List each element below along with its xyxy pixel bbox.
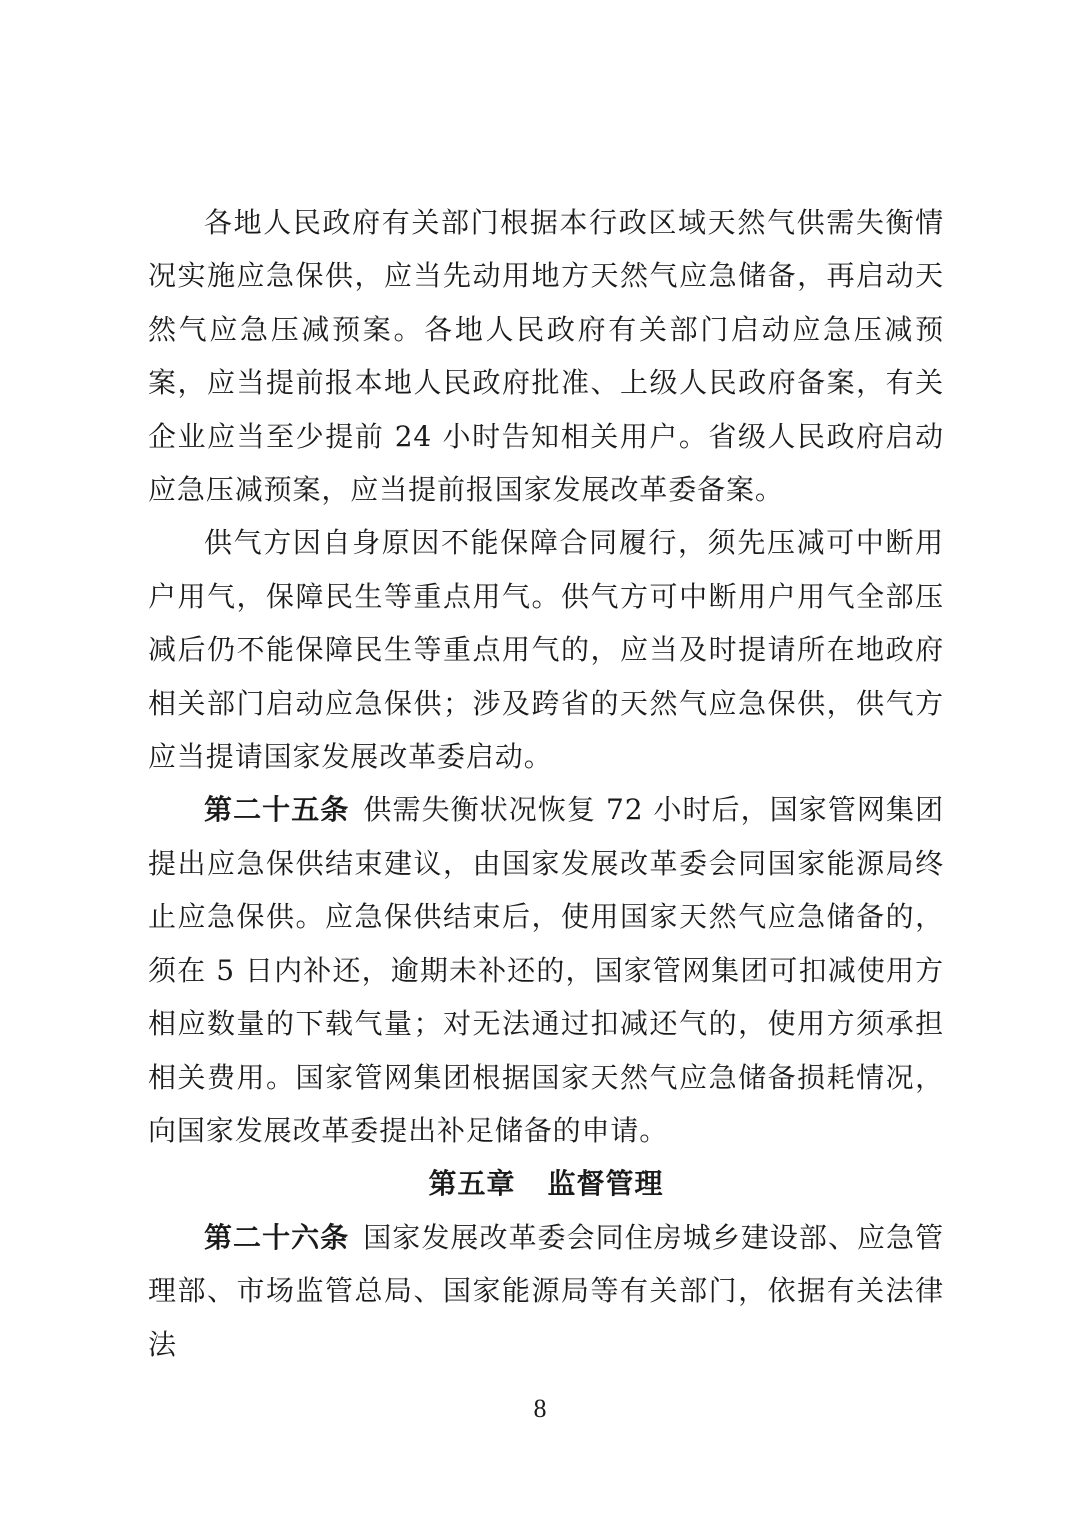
article-26-text: 国家发展改革委会同住房城乡建设部、应急管理部、市场监管总局、国家能源局等有关部门，依据有关法律法 (148, 1220, 944, 1361)
article-25-text: 供需失衡状况恢复 72 小时后，国家管网集团提出应急保供结束建议，由国家发展改革委会同国家能源局终止应急保供。应急保供结束后，使用国家天然气应急储备的，须在 5 日内补还，逾期未补还的，国家管网集团可扣减使用方相应数量的下载气量；对无法通过扣减还气的，使用方须承担相关费用。国家管网集团根据国家天然气应急储备损耗情况，向国家发展改革委提出补足储备的申请。 (148, 793, 944, 1147)
chapter-number: 第五章 (428, 1167, 516, 1201)
document-body (148, 196, 944, 1371)
chapter-heading (148, 1157, 944, 1210)
article-25 (148, 783, 944, 1157)
paragraph-emergency-supply-local: 各地人民政府有关部门根据本行政区域天然气供需失衡情况实施应急保供，应当先动用地方天然气应急储备，再启动天然气应急压减预案。各地人民政府有关部门启动应急压减预案，应当提前报本地人民政府批准、上级人民政府备案，有关企业应当至少提前 24 小时告知相关用户。省级人民政府启动应急压减预案，应当提前报国家发展改革委备案。 (148, 206, 944, 507)
paragraph-supplier-curtailment: 供气方因自身原因不能保障合同履行，须先压减可中断用户用气，保障民生等重点用气。供气方可中断用户用气全部压减后仍不能保障民生等重点用气的，应当及时提请所在地政府相关部门启动应急保供；涉及跨省的天然气应急保供，供气方应当提请国家发展改革委启动。 (148, 526, 944, 774)
article-25-heading: 第二十五条 (204, 793, 350, 827)
article-26-heading: 第二十六条 (204, 1220, 350, 1254)
article-26 (148, 1211, 944, 1371)
page-number: 8 (533, 1394, 547, 1423)
chapter-title: 监督管理 (547, 1167, 664, 1201)
